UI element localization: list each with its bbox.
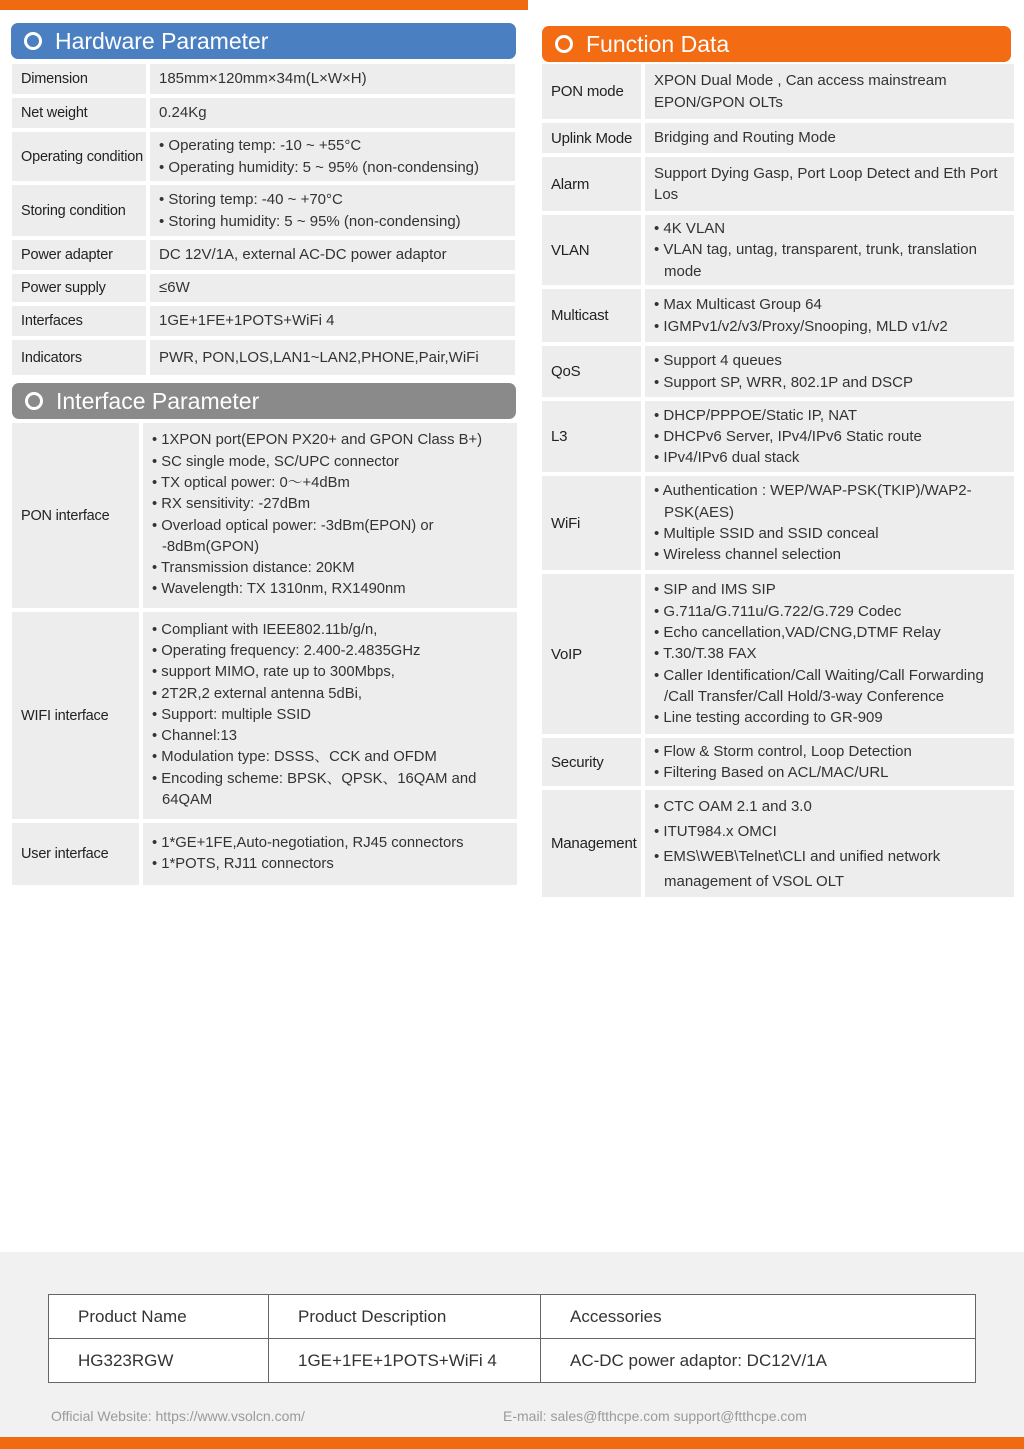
list-item: • Authentication : WEP/WAP-PSK(TKIP)/WAP2-PSK(AES) [654, 480, 1010, 523]
row-value [645, 738, 1014, 786]
list-item: • 1XPON port(EPON PX20+ and GPON Class B+) [152, 430, 513, 451]
list-item: • Encoding scheme: BPSK、QPSK、16QAM and 64QAM [152, 769, 513, 812]
list-item: • Support: multiple SSID [152, 705, 513, 726]
list-item: • IPv4/IPv6 dual stack [654, 447, 1010, 468]
table-row [12, 132, 515, 181]
row-value: Support Dying Gasp, Port Loop Detect and Eth Port Los [645, 157, 1014, 211]
function-data-header [542, 26, 1011, 62]
row-label: PON interface [12, 423, 139, 608]
list-item: • DHCP/PPPOE/Static IP, NAT [654, 405, 1010, 426]
table-row [12, 306, 515, 336]
row-value: DC 12V/1A, external AC-DC power adaptor [150, 240, 515, 270]
table-row [12, 64, 515, 94]
row-label: Interfaces [12, 306, 146, 336]
function-data-title: Function Data [586, 31, 730, 57]
row-value [645, 289, 1014, 342]
list-item: • CTC OAM 2.1 and 3.0 [654, 794, 1010, 819]
list-item: • Filtering Based on ACL/MAC/URL [654, 762, 1010, 783]
row-value: ≤6W [150, 274, 515, 302]
row-value: PWR, PON,LOS,LAN1~LAN2,PHONE,Pair,WiFi [150, 340, 515, 375]
row-value [645, 401, 1014, 472]
table-row [12, 612, 517, 819]
list-item: • Compliant with IEEE802.11b/g/n, [152, 620, 513, 641]
list-item: • Multiple SSID and SSID conceal [654, 523, 1010, 544]
interface-parameter-title: Interface Parameter [56, 388, 260, 414]
list-item: • Support 4 queues [654, 350, 1010, 371]
row-label: QoS [542, 346, 641, 397]
row-label: VoIP [542, 574, 641, 734]
row-label: Operating condition [12, 132, 146, 181]
circle-icon [24, 32, 42, 50]
list-item: • ITUT984.x OMCI [654, 819, 1010, 844]
row-label: Alarm [542, 157, 641, 211]
table-row [542, 123, 1014, 153]
interface-parameter-header [12, 383, 516, 419]
row-label: L3 [542, 401, 641, 472]
list-item: • Flow & Storm control, Loop Detection [654, 741, 1010, 762]
row-label: Net weight [12, 98, 146, 128]
row-value [645, 476, 1014, 570]
row-value [645, 574, 1014, 734]
hardware-parameter-title: Hardware Parameter [55, 28, 269, 54]
list-item: • support MIMO, rate up to 300Mbps, [152, 662, 513, 683]
table-row [49, 1339, 975, 1383]
list-item: • Max Multicast Group 64 [654, 294, 1010, 315]
list-item: • G.711a/G.711u/G.722/G.729 Codec [654, 601, 1010, 622]
list-item: • Caller Identification/Call Waiting/Call Forwarding /Call Transfer/Call Hold/3-way Conference [654, 665, 1010, 708]
row-label: WiFi [542, 476, 641, 570]
list-item: • Operating humidity: 5 ~ 95% (non-condensing) [159, 157, 511, 178]
row-label: Power adapter [12, 240, 146, 270]
table-row [542, 476, 1014, 570]
list-item: • Transmission distance: 20KM [152, 558, 513, 579]
row-value: XPON Dual Mode , Can access mainstream EPON/GPON OLTs [645, 64, 1014, 119]
table-row [12, 340, 515, 375]
row-label: Security [542, 738, 641, 786]
row-value [150, 132, 515, 181]
product-table [48, 1294, 976, 1383]
official-website: Official Website: https://www.vsolcn.com/ [51, 1408, 305, 1424]
row-value [645, 346, 1014, 397]
table-row [542, 215, 1014, 285]
table-header-row [49, 1295, 975, 1339]
list-item: • SIP and IMS SIP [654, 579, 1010, 600]
table-row [542, 401, 1014, 472]
list-item: • Storing temp: -40 ~ +70°C [159, 189, 511, 210]
table-row [542, 157, 1014, 211]
list-item: • VLAN tag, untag, transparent, trunk, translation mode [654, 239, 1010, 282]
row-value [143, 423, 517, 608]
table-row [12, 274, 515, 302]
list-item: • TX optical power: 0～+4dBm [152, 473, 513, 494]
list-item: • T.30/T.38 FAX [654, 643, 1010, 664]
row-value: Bridging and Routing Mode [645, 123, 1014, 153]
list-item: • RX sensitivity: -27dBm [152, 494, 513, 515]
list-item: • SC single mode, SC/UPC connector [152, 452, 513, 473]
list-item: • 4K VLAN [654, 218, 1010, 239]
table-row [12, 423, 517, 608]
list-item: • Overload optical power: -3dBm(EPON) or -8dBm(GPON) [152, 516, 513, 559]
interface-table [12, 423, 517, 885]
list-item: • DHCPv6 Server, IPv4/IPv6 Static route [654, 426, 1010, 447]
row-label: Storing condition [12, 185, 146, 236]
circle-icon [25, 392, 43, 410]
row-value [645, 215, 1014, 285]
table-row [542, 289, 1014, 342]
table-row [12, 98, 515, 128]
list-item: • Operating temp: -10 ~ +55°C [159, 135, 511, 156]
list-item: • Modulation type: DSSS、CCK and OFDM [152, 747, 513, 768]
product-name: HG323RGW [49, 1339, 269, 1383]
product-description: 1GE+1FE+1POTS+WiFi 4 [269, 1339, 541, 1383]
row-label: Management [542, 790, 641, 897]
row-value [150, 185, 515, 236]
list-item: • EMS\WEB\Telnet\CLI and unified network management of VSOL OLT [654, 844, 1010, 894]
list-item: • 1*POTS, RJ11 connectors [152, 854, 513, 875]
table-row [12, 185, 515, 236]
list-item: • Operating frequency: 2.400-2.4835GHz [152, 641, 513, 662]
list-item: • Echo cancellation,VAD/CNG,DTMF Relay [654, 622, 1010, 643]
accessories: AC-DC power adaptor: DC12V/1A [570, 1351, 828, 1370]
header-accessories: Accessories [570, 1306, 662, 1326]
row-label: Multicast [542, 289, 641, 342]
table-row [12, 240, 515, 270]
list-item: • Support SP, WRR, 802.1P and DSCP [654, 372, 1010, 393]
row-label: PON mode [542, 64, 641, 119]
row-value [143, 823, 517, 885]
top-accent-bar [0, 0, 528, 10]
function-table [542, 64, 1014, 897]
list-item: • 1*GE+1FE,Auto-negotiation, RJ45 connectors [152, 833, 513, 854]
bottom-accent-bar [0, 1437, 1024, 1449]
header-product-name: Product Name [49, 1295, 269, 1338]
table-row [542, 790, 1014, 897]
list-item: • 2T2R,2 external antenna 5dBi, [152, 684, 513, 705]
list-item: • Channel:13 [152, 726, 513, 747]
table-row [542, 574, 1014, 734]
row-value: 185mm×120mm×34m(L×W×H) [150, 64, 515, 94]
row-value [143, 612, 517, 819]
row-label: WIFI interface [12, 612, 139, 819]
circle-icon [555, 35, 573, 53]
header-product-description: Product Description [269, 1295, 541, 1338]
list-item: • Line testing according to GR-909 [654, 707, 1010, 728]
hardware-parameter-header [11, 23, 516, 59]
row-label: Indicators [12, 340, 146, 375]
list-item: • IGMPv1/v2/v3/Proxy/Snooping, MLD v1/v2 [654, 316, 1010, 337]
row-label: Uplink Mode [542, 123, 641, 153]
list-item: • Storing humidity: 5 ~ 95% (non-condensing) [159, 211, 511, 232]
row-label: User interface [12, 823, 139, 885]
row-label: VLAN [542, 215, 641, 285]
contact-email: E-mail: sales@ftthcpe.com support@ftthcpe.com [503, 1408, 807, 1424]
list-item: • Wireless channel selection [654, 544, 1010, 565]
row-label: Power supply [12, 274, 146, 302]
table-row [542, 346, 1014, 397]
table-row [542, 738, 1014, 786]
list-item: • Wavelength: TX 1310nm, RX1490nm [152, 579, 513, 600]
table-row [12, 823, 517, 885]
row-value [645, 790, 1014, 897]
table-row [542, 64, 1014, 119]
row-label: Dimension [12, 64, 146, 94]
row-value: 0.24Kg [150, 98, 515, 128]
row-value: 1GE+1FE+1POTS+WiFi 4 [150, 306, 515, 336]
hardware-table [12, 64, 515, 375]
